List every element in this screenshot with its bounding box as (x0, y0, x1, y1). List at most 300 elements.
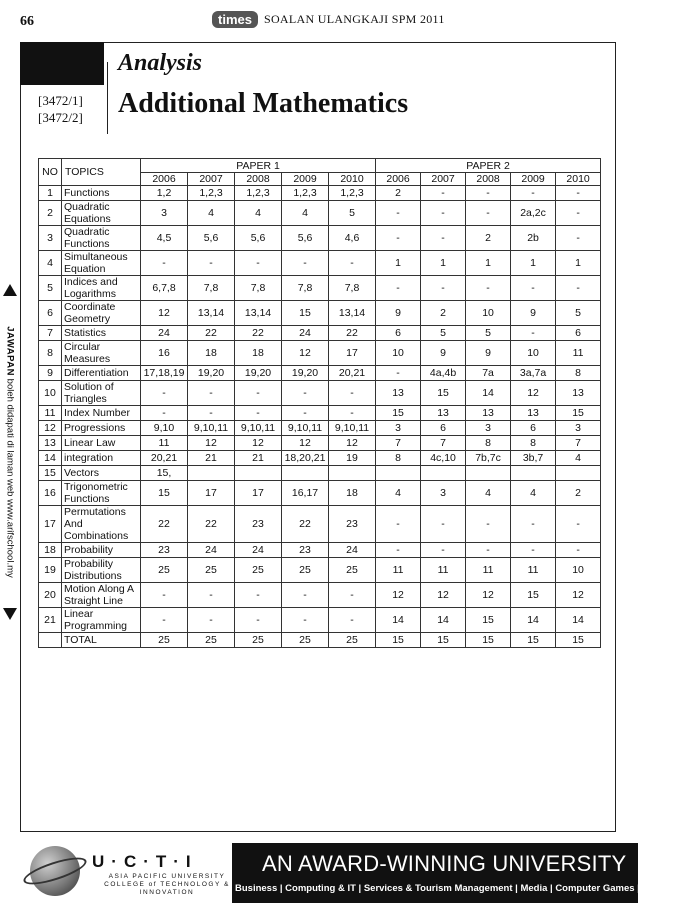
paper-2-question: 11 (376, 558, 421, 583)
paper-1-question: - (329, 381, 376, 406)
paper-2-question: - (376, 506, 421, 543)
topic-number (39, 633, 62, 648)
paper-1-question: 24 (141, 326, 188, 341)
paper-2-question: 4a,4b (421, 366, 466, 381)
paper-1-question: 25 (235, 633, 282, 648)
topic-number: 10 (39, 381, 62, 406)
side-tab-bold: JAWAPAN (4, 326, 16, 377)
paper-1-question (282, 466, 329, 481)
table-row (39, 276, 601, 301)
topic-number: 13 (39, 436, 62, 451)
table-row (39, 506, 601, 543)
times-logo: times (212, 11, 258, 28)
university-logo-text: U·C·T·I (92, 852, 198, 871)
table-row (39, 381, 601, 406)
year-header: 2006 (141, 173, 188, 186)
paper-1-question: 12 (141, 301, 188, 326)
topic-number: 21 (39, 608, 62, 633)
paper-1-question: 12 (282, 341, 329, 366)
paper-2-question: 1 (376, 251, 421, 276)
paper-2-question: - (511, 326, 556, 341)
table-row (39, 633, 601, 648)
paper-1-question: 11 (141, 436, 188, 451)
paper-1-question: 22 (141, 506, 188, 543)
paper-2-question: - (421, 276, 466, 301)
paper-1-question: - (329, 583, 376, 608)
paper-1-question: 5,6 (282, 226, 329, 251)
paper-1-question: 9,10 (141, 421, 188, 436)
header-topics: TOPICS (62, 159, 141, 186)
paper-1-question: 24 (235, 543, 282, 558)
header-paper-2: PAPER 2 (376, 159, 601, 173)
paper-2-question: 13 (376, 381, 421, 406)
paper-2-question: 8 (466, 436, 511, 451)
paper-2-question: - (421, 226, 466, 251)
paper-2-question: 1 (511, 251, 556, 276)
paper-2-question: 9 (376, 301, 421, 326)
paper-2-question: 12 (466, 583, 511, 608)
paper-1-question: 7,8 (329, 276, 376, 301)
paper-1-question: 25 (188, 558, 235, 583)
paper-1-question: - (235, 381, 282, 406)
paper-1-question: 21 (188, 451, 235, 466)
paper-2-question: 10 (376, 341, 421, 366)
paper-1-question: - (188, 381, 235, 406)
paper-1-question: - (282, 608, 329, 633)
paper-1-question: 22 (188, 506, 235, 543)
paper-1-question: 5 (329, 201, 376, 226)
paper-1-question: 19,20 (188, 366, 235, 381)
paper-1-question: 1,2,3 (282, 186, 329, 201)
subject-title: Additional Mathematics (118, 88, 409, 119)
topic-name: Simultaneous Equation (62, 251, 141, 276)
paper-2-question: - (511, 186, 556, 201)
table-row (39, 326, 601, 341)
paper-2-question: - (421, 201, 466, 226)
topic-name: Index Number (62, 406, 141, 421)
paper-2-question: 15 (466, 608, 511, 633)
paper-2-question: 15 (421, 633, 466, 648)
paper-2-question: - (466, 543, 511, 558)
topic-name: Progressions (62, 421, 141, 436)
topic-number: 3 (39, 226, 62, 251)
topic-number: 1 (39, 186, 62, 201)
paper-1-question: 17 (329, 341, 376, 366)
topic-number: 9 (39, 366, 62, 381)
paper-2-question: 1 (421, 251, 466, 276)
paper-2-question: 2 (376, 186, 421, 201)
paper-2-question: 10 (556, 558, 601, 583)
paper-1-question: 25 (188, 633, 235, 648)
header-paper-1: PAPER 1 (141, 159, 376, 173)
topic-number: 15 (39, 466, 62, 481)
paper-1-question: - (141, 608, 188, 633)
topic-number: 11 (39, 406, 62, 421)
topic-number: 7 (39, 326, 62, 341)
paper-2-question (376, 466, 421, 481)
paper-1-question: 25 (282, 558, 329, 583)
year-header: 2007 (421, 173, 466, 186)
paper-1-question: 17 (235, 481, 282, 506)
paper-2-question: - (376, 226, 421, 251)
topic-number: 2 (39, 201, 62, 226)
paper-1-question: 25 (141, 633, 188, 648)
paper-2-question: 4 (466, 481, 511, 506)
paper-1-question: 5,6 (235, 226, 282, 251)
topic-name: Vectors (62, 466, 141, 481)
paper-2-question: 3b,7 (511, 451, 556, 466)
paper-1-question: 25 (329, 633, 376, 648)
table-row (39, 451, 601, 466)
paper-2-question: - (511, 543, 556, 558)
paper-1-question: 5,6 (188, 226, 235, 251)
paper-1-question: - (188, 406, 235, 421)
table-row (39, 583, 601, 608)
table-row (39, 226, 601, 251)
paper-1-question (235, 466, 282, 481)
paper-1-question: 1,2 (141, 186, 188, 201)
paper-2-question: 6 (556, 326, 601, 341)
paper-1-question: 22 (329, 326, 376, 341)
topic-name: Indices and Logarithms (62, 276, 141, 301)
paper-2-question: - (556, 201, 601, 226)
paper-2-question: - (376, 201, 421, 226)
paper-2-question: 10 (466, 301, 511, 326)
paper-1-question: 1,2,3 (235, 186, 282, 201)
paper-2-question: - (376, 543, 421, 558)
paper-1-question: 13,14 (329, 301, 376, 326)
paper-1-question: - (235, 251, 282, 276)
table-row (39, 301, 601, 326)
corner-rule (100, 62, 108, 134)
topic-name: Functions (62, 186, 141, 201)
table-row (39, 341, 601, 366)
year-header: 2007 (188, 173, 235, 186)
paper-2-question: 14 (421, 608, 466, 633)
paper-2-question: 2 (421, 301, 466, 326)
paper-2-question: 15 (376, 406, 421, 421)
paper-1-question (329, 466, 376, 481)
paper-2-question: 3a,7a (511, 366, 556, 381)
paper-2-question: 5 (421, 326, 466, 341)
arrow-down-icon (3, 608, 17, 620)
table-row (39, 201, 601, 226)
paper-1-question: 23 (235, 506, 282, 543)
paper-1-question: - (188, 583, 235, 608)
topic-number: 19 (39, 558, 62, 583)
paper-2-question: - (421, 186, 466, 201)
header-no: NO (39, 159, 62, 186)
paper-2-question: 4 (556, 451, 601, 466)
paper-2-question: 15 (556, 406, 601, 421)
paper-2-question: 15 (421, 381, 466, 406)
paper-1-question: 22 (235, 326, 282, 341)
paper-1-question: 7,8 (282, 276, 329, 301)
paper-2-question: 3 (556, 421, 601, 436)
paper-1-question: 21 (235, 451, 282, 466)
paper-1-question: 25 (235, 558, 282, 583)
table-row (39, 543, 601, 558)
topics-table (38, 158, 601, 648)
paper-2-question: - (376, 276, 421, 301)
paper-2-question: - (376, 366, 421, 381)
paper-1-question: 1,2,3 (188, 186, 235, 201)
topic-number: 12 (39, 421, 62, 436)
paper-2-question: - (466, 186, 511, 201)
paper-1-question: 17,18,19 (141, 366, 188, 381)
paper-1-question: - (282, 381, 329, 406)
topic-name: Circular Measures (62, 341, 141, 366)
year-header: 2010 (556, 173, 601, 186)
topic-name: Quadratic Functions (62, 226, 141, 251)
paper-1-question: 12 (329, 436, 376, 451)
paper-1-question: 23 (329, 506, 376, 543)
paper-1-question: 7,8 (188, 276, 235, 301)
publication-title: SOALAN ULANGKAJI SPM 2011 (263, 12, 445, 26)
topic-name: integration (62, 451, 141, 466)
paper-2-question: 12 (376, 583, 421, 608)
paper-1-question: 20,21 (141, 451, 188, 466)
paper-1-question: 4 (188, 201, 235, 226)
paper-1-question: 9,10,11 (329, 421, 376, 436)
paper-2-question: 9 (421, 341, 466, 366)
paper-2-question: 6 (376, 326, 421, 341)
topic-name: Linear Law (62, 436, 141, 451)
paper-1-question: 25 (141, 558, 188, 583)
topic-name: Trigonometric Functions (62, 481, 141, 506)
section-heading: Analysis (118, 50, 203, 76)
paper-1-question: 7,8 (235, 276, 282, 301)
paper-1-question: 6,7,8 (141, 276, 188, 301)
award-box (232, 843, 697, 903)
paper-1-question: 4 (282, 201, 329, 226)
paper-1-question: - (329, 251, 376, 276)
topic-name: Statistics (62, 326, 141, 341)
table-row (39, 608, 601, 633)
table-row (39, 436, 601, 451)
paper-1-question: 15 (282, 301, 329, 326)
paper-2-question: - (556, 506, 601, 543)
topic-number: 16 (39, 481, 62, 506)
side-tab-text (5, 326, 16, 578)
paper-2-question: 12 (556, 583, 601, 608)
paper-1-question (188, 466, 235, 481)
paper-1-question: 12 (235, 436, 282, 451)
paper-1-question: 1,2,3 (329, 186, 376, 201)
table-row (39, 251, 601, 276)
paper-2-question: 3 (421, 481, 466, 506)
paper-2-question: 8 (376, 451, 421, 466)
masthead (212, 11, 445, 28)
topic-number: 14 (39, 451, 62, 466)
paper-1-question: 15 (141, 481, 188, 506)
paper-2-question: 14 (511, 608, 556, 633)
paper-2-question: 13 (556, 381, 601, 406)
paper-1-question: - (282, 251, 329, 276)
table-row (39, 481, 601, 506)
topic-name: Linear Programming (62, 608, 141, 633)
arrow-up-icon (3, 284, 17, 296)
paper-2-question: 7 (421, 436, 466, 451)
table-row (39, 558, 601, 583)
paper-1-question: - (141, 251, 188, 276)
year-header: 2008 (466, 173, 511, 186)
paper-2-question: 4 (511, 481, 556, 506)
paper-1-question: - (141, 583, 188, 608)
paper-code: [3472/1] (38, 93, 83, 108)
paper-1-question: 25 (282, 633, 329, 648)
paper-2-question: - (421, 506, 466, 543)
table-row (39, 466, 601, 481)
topic-name: Coordinate Geometry (62, 301, 141, 326)
paper-2-question: 8 (511, 436, 556, 451)
paper-1-question: - (188, 251, 235, 276)
year-header: 2006 (376, 173, 421, 186)
corner-block (20, 42, 104, 85)
topic-number: 6 (39, 301, 62, 326)
paper-2-question: 15 (376, 633, 421, 648)
award-tagline: AN AWARD-WINNING UNIVERSITY (262, 851, 627, 876)
paper-1-question: - (141, 381, 188, 406)
paper-2-question: 14 (376, 608, 421, 633)
topic-number: 5 (39, 276, 62, 301)
paper-2-question: 2 (556, 481, 601, 506)
paper-1-question: 23 (282, 543, 329, 558)
paper-2-question: 9 (466, 341, 511, 366)
paper-1-question: 12 (188, 436, 235, 451)
table-row (39, 366, 601, 381)
university-subtitle: ASIA PACIFIC UNIVERSITY COLLEGE of TECHNOLOGY & INNOVATION (104, 873, 230, 896)
topic-name: Probability (62, 543, 141, 558)
paper-2-question: 13 (511, 406, 556, 421)
paper-1-question: 12 (282, 436, 329, 451)
paper-1-question: 16,17 (282, 481, 329, 506)
paper-2-question: - (466, 201, 511, 226)
side-tab-label: boleh didapati di laman web www.arifschool.my (4, 378, 16, 578)
paper-1-question: 22 (188, 326, 235, 341)
topic-number: 4 (39, 251, 62, 276)
paper-2-question: 13 (421, 406, 466, 421)
paper-2-question: 15 (511, 633, 556, 648)
year-header: 2009 (511, 173, 556, 186)
paper-1-question: - (235, 608, 282, 633)
paper-2-question: 4c,10 (421, 451, 466, 466)
table-row (39, 186, 601, 201)
paper-1-question: - (329, 608, 376, 633)
paper-1-question: 9,10,11 (188, 421, 235, 436)
paper-2-question: 4 (376, 481, 421, 506)
paper-1-question: 18 (188, 341, 235, 366)
paper-1-question: 4 (235, 201, 282, 226)
paper-1-question: - (235, 583, 282, 608)
paper-2-question: 7a (466, 366, 511, 381)
paper-2-question: 1 (556, 251, 601, 276)
paper-1-question: 4,6 (329, 226, 376, 251)
paper-2-question: 5 (466, 326, 511, 341)
paper-1-question: - (282, 406, 329, 421)
paper-1-question: 4,5 (141, 226, 188, 251)
paper-2-question: 14 (466, 381, 511, 406)
topic-name: Probability Distributions (62, 558, 141, 583)
paper-1-question: 16 (141, 341, 188, 366)
paper-2-question: 12 (511, 381, 556, 406)
table-row (39, 421, 601, 436)
paper-2-question: 11 (421, 558, 466, 583)
paper-1-question: 25 (329, 558, 376, 583)
paper-1-question: 15, (141, 466, 188, 481)
paper-2-question: 7 (376, 436, 421, 451)
paper-1-question: 9,10,11 (235, 421, 282, 436)
topic-number: 20 (39, 583, 62, 608)
paper-2-question: 3 (466, 421, 511, 436)
paper-2-question: 8 (556, 366, 601, 381)
paper-2-question: 2a,2c (511, 201, 556, 226)
topic-name: Permutations And Combinations (62, 506, 141, 543)
paper-1-question: 22 (282, 506, 329, 543)
paper-2-question: 15 (556, 633, 601, 648)
paper-2-question: - (556, 226, 601, 251)
paper-1-question: - (235, 406, 282, 421)
paper-1-question: - (282, 583, 329, 608)
paper-1-question: - (141, 406, 188, 421)
paper-1-question: 17 (188, 481, 235, 506)
paper-code: [3472/2] (38, 110, 83, 125)
paper-1-question: 9,10,11 (282, 421, 329, 436)
paper-codes (38, 92, 83, 126)
paper-2-question (511, 466, 556, 481)
topic-number: 18 (39, 543, 62, 558)
paper-2-question: 13 (466, 406, 511, 421)
paper-1-question: - (188, 608, 235, 633)
paper-1-question: 18,20,21 (282, 451, 329, 466)
paper-1-question: 24 (329, 543, 376, 558)
topic-name: Quadratic Equations (62, 201, 141, 226)
paper-2-question: - (466, 276, 511, 301)
paper-1-question: 3 (141, 201, 188, 226)
paper-1-question: 13,14 (188, 301, 235, 326)
paper-1-question: 19,20 (282, 366, 329, 381)
topic-number: 8 (39, 341, 62, 366)
paper-2-question: 12 (421, 583, 466, 608)
paper-2-question: 15 (511, 583, 556, 608)
paper-2-question: - (556, 276, 601, 301)
paper-2-question: 2b (511, 226, 556, 251)
topic-name: Differentiation (62, 366, 141, 381)
topic-number: 17 (39, 506, 62, 543)
course-list: Business | Computing & IT | Services & Tourism Management | Media | Computer Games | Engineering (235, 883, 697, 894)
paper-1-question: 19 (329, 451, 376, 466)
paper-1-question: 24 (188, 543, 235, 558)
paper-2-question: - (421, 543, 466, 558)
paper-2-question: - (556, 186, 601, 201)
paper-2-question: 1 (466, 251, 511, 276)
year-header: 2010 (329, 173, 376, 186)
paper-1-question: 20,21 (329, 366, 376, 381)
paper-1-question: 24 (282, 326, 329, 341)
paper-2-question: 14 (556, 608, 601, 633)
paper-2-question (466, 466, 511, 481)
paper-1-question: 13,14 (235, 301, 282, 326)
paper-1-question: 23 (141, 543, 188, 558)
paper-2-question: - (466, 506, 511, 543)
paper-2-question: 6 (421, 421, 466, 436)
paper-2-question: 3 (376, 421, 421, 436)
paper-2-question: 2 (466, 226, 511, 251)
paper-1-question: - (329, 406, 376, 421)
table-row (39, 406, 601, 421)
year-header: 2009 (282, 173, 329, 186)
topic-name: TOTAL (62, 633, 141, 648)
